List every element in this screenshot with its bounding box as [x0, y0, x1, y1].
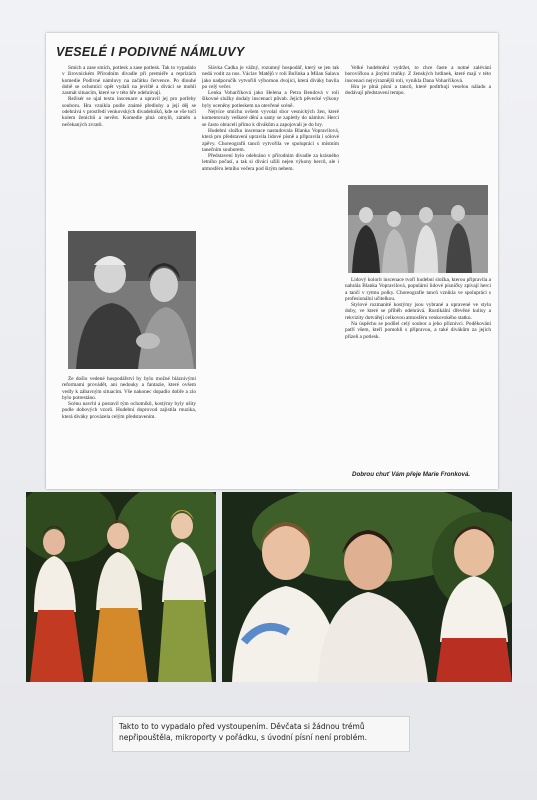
paragraph: Smích a zase smích, potlesk a zase potlesk. Tak to vypadalo v žirovnickém Přírodním divadle při premiéře a reprízách komedie Podivné námluvy na začátku července. Po dlouhé době se ochotníci opět vydali na jeviště a diváci se mohli zasmát situacím, které se v této hře odehrávají. [62, 65, 196, 97]
article-photo-couple [68, 231, 196, 369]
newspaper-clipping [46, 33, 498, 489]
article-column-1-bottom [62, 376, 196, 484]
paragraph: Slávka Čadka je vážný, rozumný hospodář, který se jen tak nedá vodit za nos. Václav Matějů v roli Buřinka a Milan Salava jako nadporučík vytvořili výbornou dvojici, která diváky bavila po celý večer. [202, 65, 339, 90]
article-column-3-bottom [345, 277, 491, 465]
article-column-1-top [62, 65, 196, 259]
paragraph: Hudební složku inscenace nastudovala Blanka Vopravilová, která pro představení upravila lidové písně a připravila i sólové zpěvy. Choreografii tanců vytvořila ve spolupráci s místním tanečním souborem. [202, 127, 339, 153]
article-photo-group [348, 185, 488, 273]
paragraph: Stylové rozmanité kostýmy jsou vybrané a upravené ve stylu doby, ve které se příběh odehrává. Rustikální dřevěné kulisy a rekvizity dotvářejí celkovou atmosféru venkovského statku. [345, 302, 491, 321]
paragraph: Lidový kolorit inscenace tvoří hudební složka, kterou připravila a nahrála Blanka Vopravilová, populární lidové písničky zpívají herci a tančí v rytmu polky. Choreografie tanců vznikla ve spolupráci s profesionální učitelkou. [345, 277, 491, 302]
paragraph: Lenka Voharčíková jako Helena a Petra Bendová v roli šikovné služky dodaly inscenaci půvab. Jejich pěvecké výkony byly oceněny potleskem na otevřené scéně. [202, 90, 339, 109]
paragraph: Velké hudebnění vydržet, to chce časte a notné zalévání borovičkou a jinými truňky. Z ženských hrdinek, které mají v této inscenaci nejvýraznější roli, vynikla Dana Voharčíková. [345, 65, 491, 84]
photo-performers-with-microphones [222, 492, 512, 682]
paragraph: Nejvíce smíchu ovšem vyvolal sbor vesnických žen, které komentovaly veškeré dění a samy se zapletly do námluv. Herci se často obraceli přímo k divákům a zapojovali je do hry. [202, 109, 339, 128]
paragraph: Scénu navrhl a postavil tým ochotníků, kostýmy byly ušity podle dobových vzorů. Hudební doprovod zajistila muzika, která diváky provázela celým představením. [62, 401, 196, 420]
paragraph: Představení bylo odehráno v přírodním divadle za krásného letního počasí, a tak si diváci užili nejen výkony herců, ale i atmosféru letního večera pod širým nebem. [202, 153, 339, 172]
paragraph: Že došlo vedené hospodářství by bylo možné bláznivými reformami provádět, ani nedouky a fantazie, které ovšem vedly k zábavným situacím. Vše nakonec dopadlo dobře a zlo bylo potrestáno. [62, 376, 196, 401]
article-column-3-top [345, 65, 491, 169]
photo-caption: Takto to to vypadalo před vystoupením. Děvčata si žádnou trémů nepřipouštěla, mikroporty v pořádku, s úvodní písní není problém. [112, 716, 410, 752]
photo-girls-in-costumes [26, 492, 216, 682]
paragraph: Hra je plná písní a tanců, které podtrhují veselou náladu a dodávají představení tempo. [345, 83, 491, 97]
article-column-2 [202, 65, 339, 485]
article-credit: Dobrou chuť Vám přeje Marie Fronková. [352, 471, 471, 478]
paragraph: Režisér se ujal textu inscenace a upravil jej pro potřeby souboru. Hra vznikla podle známé předlohy a její děj se odehrává v prostředí venkovských divadelníků, kde se vše točí kolem ženichů a nevěst. Komedie plná omylů, záměn a nečekaných zvratů. [62, 96, 196, 128]
paragraph: Na úspěchu se podílel celý soubor a jeho příznivci. Poděkování patří všem, kteří pomohli s přípravou, a také divákům za jejich přízeň a potlesk. [345, 321, 491, 340]
article-title: VESELÉ I PODIVNÉ NÁMLUVY [56, 45, 245, 59]
